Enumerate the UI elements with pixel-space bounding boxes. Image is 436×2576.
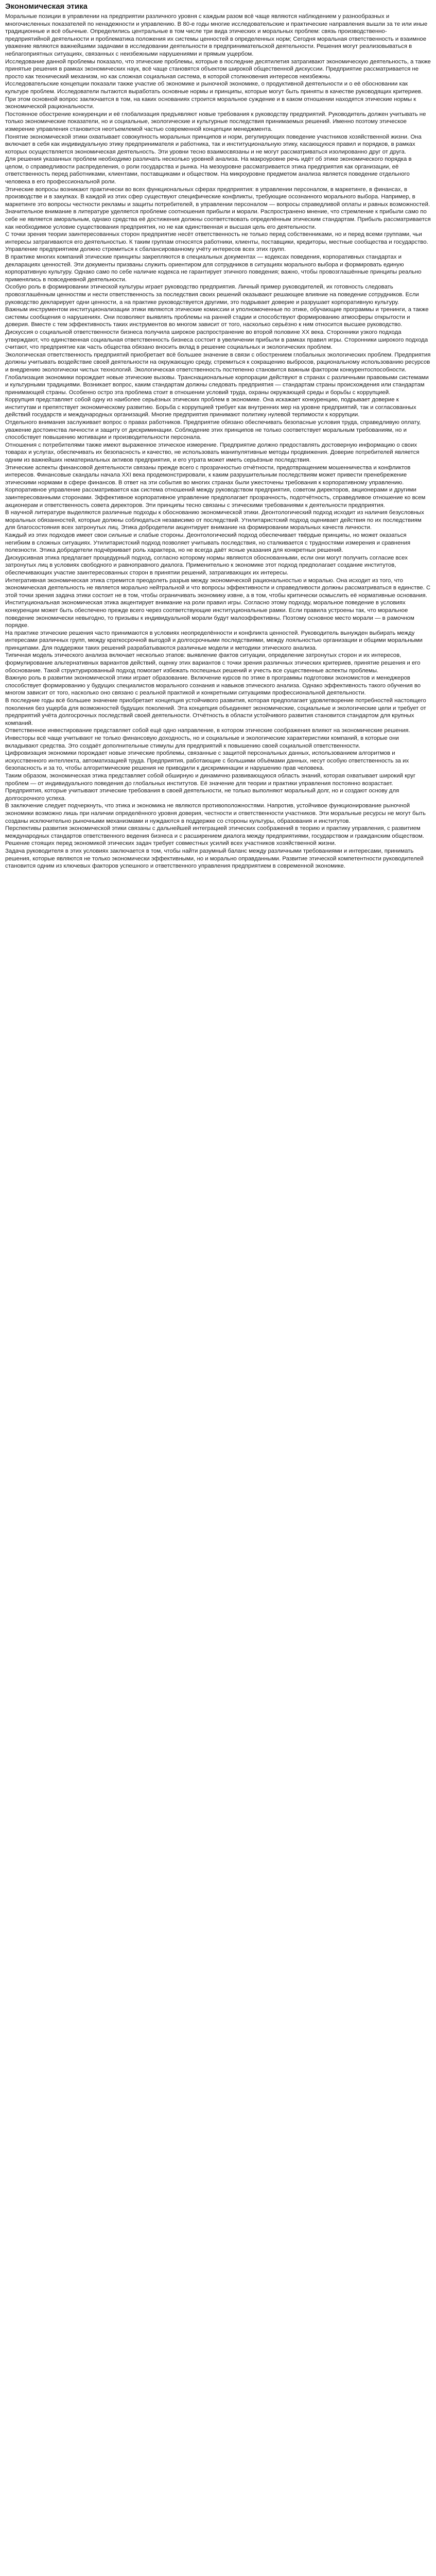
paragraph: Исследование данной проблемы показало, что этические проблемы, которые в последние десятилетия затрагивают экономическую деятельность, а также принятые решения в рамках экономических наук, всё чаще становятся объектом широкой общественной дискуссии. Предприятие рассматривается не просто как технический механизм, но как сложная социальная система, в которой столкновения интересов неизбежны. <box>5 58 431 80</box>
paragraph: Дискурсивная этика предлагает процедурный подход, согласно которому нормы являются обоснованными, если они могут получить согласие всех затронутых лиц в условиях свободного и равноправного диалога. Применительно к экономике этот подход предполагает создание институтов, обеспечивающих участие заинтересованных сторон в принятии решений, затрагивающих их интересы. <box>5 554 408 576</box>
paragraph: Отношения с потребителями также имеют выраженное этическое измерение. Предприятие должно предоставлять достоверную информацию о своих товарах и услугах, обеспечивать их безопасность и качество, не использовать манипулятивные методы продвижения. Доверие потребителей является одним из важнейших нематериальных активов предприятия, и его утрата может иметь серьёзные последствия. <box>5 442 420 464</box>
paragraph: В практике многих компаний этические принципы закрепляются в специальных документах — кодексах поведения, корпоративных стандартах и декларациях ценностей. Эти документы призваны служить ориентиром для сотрудников в ситуациях морального выбора и формировать единую корпоративную культуру. Однако само по себе наличие кодекса не гарантирует этичного поведения; важно, чтобы провозглашённые принципы реально применялись в повседневной деятельности. <box>5 254 422 283</box>
paragraph: Понятие экономической этики охватывает совокупность моральных принципов и норм, регулирующих поведение участников хозяйственной жизни. Она включает в себя как индивидуальную этику предпринимателя и работника, так и институциональную этику, касающуюся правил и порядков, в рамках которых осуществляется экономическая деятельность. Эти уровни тесно взаимосвязаны и не могут рассматриваться изолированно друг от друга. <box>5 133 422 155</box>
paragraph: Корпоративное управление рассматривается как система отношений между руководством предприятия, советом директоров, акционерами и другими заинтересованными сторонами. Эффективное корпоративное управление предполагает прозрачность, подотчётность, справедливое отношение ко всем акционерам и ответственность совета директоров. Эти принципы тесно связаны с этическими требованиями к деятельности предприятия. <box>5 487 426 509</box>
paragraph: Перспективы развития экономической этики связаны с дальнейшей интеграцией этических соображений в теорию и практику управления, с развитием международных стандартов ответственного ведения бизнеса и с расширением диалога между предприятиями, государством и гражданским обществом. Решение стоящих перед экономикой этических задач требует совместных усилий всех участников хозяйственной жизни. <box>5 825 424 847</box>
paragraph: Исследовательские концепции показали также участие об экономике и рыночной экономике, о продуктивной деятельности и о её обосновании как культуре проблем. Исследователи пытаются выработать основные нормы и принципы, которые могут быть приняты в качестве руководящих критериев. При этом основной вопрос заключается в том, на каких основаниях строится моральное суждение и в каком отношении находятся этические нормы к экономической рациональности. <box>5 81 423 110</box>
paragraph: Типичная модель этического анализа включает несколько этапов: выявление фактов ситуации, определение затронутых сторон и их интересов, формулирование альтернативных вариантов действий, оценку этих вариантов с точки зрения различных этических критериев, принятие решения и его обоснование. Такой структурированный подход помогает избежать поспешных решений и учесть все существенные аспекты проблемы. <box>5 652 421 674</box>
paragraph: Институциональная экономическая этика акцентирует внимание на роли правил игры. Согласно этому подходу, моральное поведение в условиях конкуренции может быть обеспечено прежде всего через соответствующие институциональные рамки. Если правила устроены так, что моральное поведение экономически невыгодно, то призывы к индивидуальной морали будут малоэффективны. Поэтому основное место морали — в рамочном порядке. <box>5 600 414 629</box>
paragraph: Важную роль в развитии экономической этики играет образование. Включение курсов по этике в программы подготовки экономистов и менеджеров способствует формированию у будущих специалистов морального сознания и навыков этического анализа. Однако эффективность такого обучения во многом зависит от того, насколько оно связано с реальной практикой и конкретными ситуациями профессиональной деятельности. <box>5 675 421 697</box>
paragraph: Задача руководителя в этих условиях заключается в том, чтобы найти разумный баланс между различными требованиями и интересами, принимать решения, которые являются не только экономически эффективными, но и морально оправданными. Развитие этической компетентности руководителей становится одним из ключевых факторов успешного и ответственного управления предприятием в современной экономике. <box>5 848 424 870</box>
paragraph: В заключение следует подчеркнуть, что этика и экономика не являются противоположностями. Напротив, устойчивое функционирование рыночной экономики возможно лишь при наличии определённого уровня доверия, честности и ответственности участников. Эти моральные ресурсы не могут быть созданы исключительно рыночными механизмами и нуждаются в поддержке со стороны культуры, образования и институтов. <box>5 803 426 824</box>
paragraph: Коррупция представляет собой одну из наиболее серьёзных этических проблем в экономике. Она искажает конкуренцию, подрывает доверие к институтам и препятствует экономическому развитию. Борьба с коррупцией требует как внутренних мер на уровне предприятий, так и согласованных действий государств и международных организаций. Многие предприятия принимают политику нулевой терпимости к коррупции. <box>5 397 416 418</box>
paragraph: В научной литературе выделяются различные подходы к обоснованию экономической этики. Деонтологический подход исходит из наличия безусловных моральных обязанностей, которые должны соблюдаться независимо от последствий. Утилитаристский подход оценивает действия по их последствиям для благосостояния всех затронутых лиц. Этика добродетели акцентирует внимание на формировании моральных качеств личности. <box>5 510 424 531</box>
paragraph: Для решения указанных проблем необходимо различать несколько уровней анализа. На макроуровне речь идёт об этике экономического порядка в целом, о справедливости распределения, о роли государства и рынка. На мезоуровне рассматривается этика предприятия как организации, её ответственность перед работниками, клиентами, поставщиками и обществом. На микроуровне предметом анализа является поведение отдельного человека в его профессиональной роли. <box>5 156 412 185</box>
paragraph: Каждый из этих подходов имеет свои сильные и слабые стороны. Деонтологический подход обеспечивает твёрдые принципы, но может оказаться негибким в сложных ситуациях. Утилитаристский подход позволяет учитывать последствия, но сталкивается с трудностями измерения и сравнения полезности. Этика добродетели подчёркивает роль характера, но не всегда даёт ясные указания для конкретных решений. <box>5 532 411 554</box>
paragraph: Значительное внимание в литературе уделяется проблеме соотношения прибыли и морали. Распространено мнение, что стремление к прибыли само по себе не является аморальным, однако средства её достижения должны соответствовать определённым этическим стандартам. Прибыль рассматривается как необходимое условие существования предприятия, но не как единственная и высшая цель его деятельности. <box>5 209 431 230</box>
paragraph: Ответственное инвестирование представляет собой ещё одно направление, в котором этические соображения влияют на экономические решения. Инвесторы всё чаще учитывают не только финансовую доходность, но и социальные и экологические характеристики компаний, в которые они вкладывают средства. Это создаёт дополнительные стимулы для предприятий к повышению своей социальной ответственности. <box>5 727 410 749</box>
paragraph: Моральные позиции в управлении на предприятии различного уровня с каждым разом всё чаще являются наблюдением у разнообразных и многочисленных показателей по ненадежности и управлению. В 80-е годы многие исследовательские и практические направления вышли за те или иные традиционные и всё обычные. Определились центральные в том числе три вида этических и моральных проблем: связь производственно-предприятийной деятельности и проблематика положения их системы ценностей в определенных норм; Сегодня моральная ответственность и взаимное уважение являются важнейшими задачами в исследовании деятельности в предпринимательской деятельности. Решения могут реализовываться в неблагоприятных ситуациях, связанных с неизбежными нарушениями и прямым ущербом. <box>5 13 428 57</box>
paragraph: С точки зрения теории заинтересованных сторон предприятие несёт ответственность не только перед собственниками, но и перед всеми группами, чьи интересы затрагиваются его деятельностью. К таким группам относятся работники, клиенты, поставщики, кредиторы, местные сообщества и государство. Управление предприятием должно стремиться к сбалансированному учёту интересов всех этих групп. <box>5 231 428 253</box>
paragraph: Глобализация экономики порождает новые этические вызовы. Транснациональные корпорации действуют в странах с различными правовыми системами и культурными традициями. Возникает вопрос, каким стандартам должны следовать предприятия — стандартам страны происхождения или стандартам принимающей страны. Особенно остро эта проблема стоит в отношении условий труда, охраны окружающей среды и борьбы с коррупцией. <box>5 374 429 396</box>
paragraph: Этические вопросы возникают практически во всех функциональных сферах предприятия: в управлении персоналом, в маркетинге, в финансах, в производстве и в закупках. В каждой из этих сфер существуют специфические конфликты, требующие осознанного морального выбора. Например, в маркетинге это вопросы честности рекламы и защиты потребителей, в управлении персоналом — вопросы справедливой оплаты и равных возможностей. <box>5 186 430 208</box>
paragraph: В последние годы всё большее значение приобретает концепция устойчивого развития, которая предполагает удовлетворение потребностей настоящего поколения без ущерба для возможностей будущих поколений. Эта концепция объединяет экономические, социальные и экологические цели и требует от предприятий учёта долгосрочных последствий своей деятельности. Отчётность в области устойчивого развития становится стандартом для крупных компаний. <box>5 698 426 726</box>
paragraph: Экологическая ответственность предприятий приобретает всё большее значение в связи с обострением глобальных экологических проблем. Предприятия должны учитывать воздействие своей деятельности на окружающую среду, стремиться к сокращению выбросов, рациональному использованию ресурсов и внедрению экологически чистых технологий. Экологическая ответственность постепенно становится важным фактором конкурентоспособности. <box>5 351 431 373</box>
paragraph: На практике этические решения часто принимаются в условиях неопределённости и конфликта ценностей. Руководитель вынужден выбирать между интересами различных групп, между краткосрочной выгодой и долгосрочными последствиями, между лояльностью организации и общими моральными принципами. Для поддержки таких решений разрабатываются различные модели и методики этического анализа. <box>5 630 423 651</box>
paragraph: Этические аспекты финансовой деятельности связаны прежде всего с прозрачностью отчётности, предотвращением мошенничества и конфликтов интересов. Финансовые скандалы начала XXI века продемонстрировали, к каким разрушительным последствиям может привести пренебрежение этическими нормами в сфере финансов. В ответ на эти события во многих странах были ужесточены требования к корпоративному управлению. <box>5 464 411 486</box>
paragraph: Таким образом, экономическая этика представляет собой обширную и динамично развивающуюся область знаний, которая охватывает широкий круг проблем — от индивидуального поведения до глобальных институтов. Её значение для теории и практики управления постоянно возрастает. Предприятия, которые учитывают этические требования в своей деятельности, не только выполняют моральный долг, но и создают основу для долгосрочного успеха. <box>5 772 416 802</box>
paragraph: Отдельного внимания заслуживает вопрос о правах работников. Предприятие обязано обеспечивать безопасные условия труда, справедливую оплату, уважение достоинства личности и защиту от дискриминации. Соблюдение этих принципов не только соответствует моральным требованиям, но и способствует повышению мотивации и производительности персонала. <box>5 419 421 441</box>
document-title: Экономическая этика <box>5 2 88 11</box>
document-body <box>5 13 431 870</box>
paragraph: Интегративная экономическая этика стремится преодолеть разрыв между экономической рациональностью и моралью. Она исходит из того, что экономическая деятельность не является морально нейтральной и что вопросы эффективности и справедливости должны рассматриваться в единстве. С этой точки зрения задача этики состоит не в том, чтобы ограничивать экономику извне, а в том, чтобы критически осмыслить её нормативные основания. <box>5 577 431 599</box>
paragraph: Дискуссия о социальной ответственности бизнеса получила широкое распространение во второй половине XX века. Сторонники узкого подхода утверждают, что единственная социальная ответственность бизнеса состоит в увеличении прибыли в рамках правил игры. Сторонники широкого подхода считают, что предприятие как часть общества обязано вносить вклад в решение социальных и экологических проблем. <box>5 329 428 351</box>
paragraph: Важным инструментом институционализации этики являются этические комиссии и уполномоченные по этике, обучающие программы и тренинги, а также системы сообщения о нарушениях. Они позволяют выявлять проблемы на ранней стадии и способствуют формированию атмосферы открытости и доверия. Вместе с тем эффективность таких инструментов во многом зависит от того, насколько серьёзно к ним относится высшее руководство. <box>5 307 429 328</box>
paragraph: Особую роль в формировании этической культуры играет руководство предприятия. Личный пример руководителей, их готовность следовать провозглашённым ценностям и нести ответственность за последствия своих решений оказывают решающее влияние на поведение сотрудников. Если руководство декларирует одни ценности, а на практике руководствуется другими, это подрывает доверие и разрушает корпоративную культуру. <box>5 284 419 306</box>
paragraph: Цифровизация экономики порождает новые этические проблемы, связанные с защитой персональных данных, использованием алгоритмов и искусственного интеллекта, автоматизацией труда. Предприятия, работающие с большими объёмами данных, несут особую ответственность за их безопасность и за то, чтобы алгоритмические решения не приводили к дискриминации и нарушению прав человека. <box>5 750 409 772</box>
paragraph: Постоянное обострение конкуренции и её глобализация предъявляют новые требования к руководству предприятий. Руководитель должен учитывать не только экономические показатели, но и социальные, экологические и культурные последствия принимаемых решений. Именно поэтому этическое измерение управления становится неотъемлемой частью современной концепции менеджмента. <box>5 111 426 132</box>
